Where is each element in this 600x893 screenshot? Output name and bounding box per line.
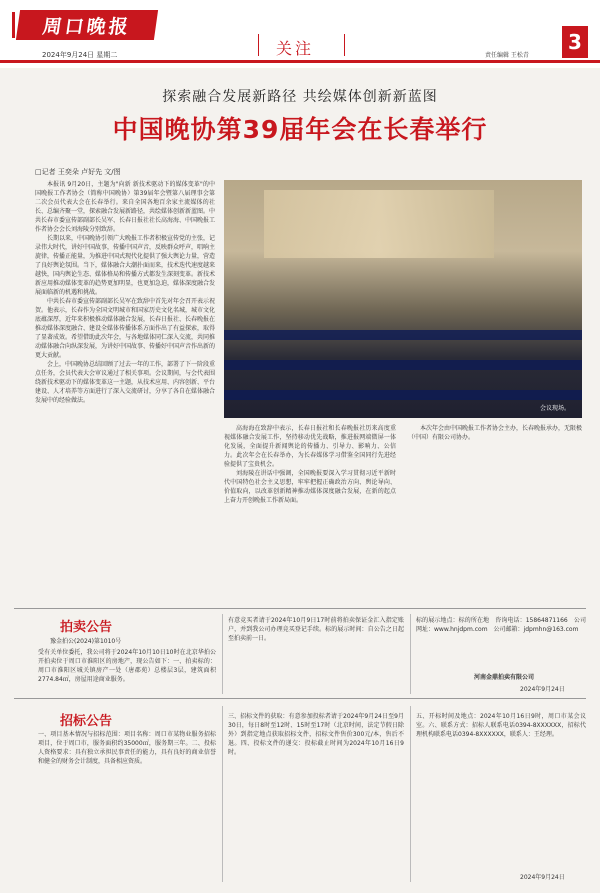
tender-text: 五、开标时间及地点：2024年10月16日9时，周口市某会议室。六、联系方式：招标人联系电话0394-8XXXXXX，招标代理机构联系电话0394-8XXXXXX，联系人：王经理。 — [416, 713, 586, 738]
auction-date: 2024年9月24日 — [520, 686, 565, 693]
masthead-rule — [0, 60, 600, 63]
stage-banner — [264, 190, 494, 258]
divider — [222, 706, 223, 882]
page-number: 3 — [562, 26, 588, 58]
tender-heading: 招标公告 — [60, 714, 113, 729]
divider — [410, 614, 411, 694]
paragraph: 中共长春市委宣传部副部长吴军在致辞中首先对年会召开表示祝贺。他表示，长春作为全国文明城市和国家历史文化名城，城市文化底蕴深厚，近年来积极推动媒体融合发展，长春日报社、长春晚报在推动媒体深度融合、建设全媒体传播体系方面作出了有益探索，取得了显著成效。希望借助此次年会，与各地媒体同仁深入交流，共同推动媒体融合向纵深发展，为讲好中国故事、传播好中国声音作出新的更大贡献。 — [35, 298, 215, 359]
divider — [258, 34, 259, 56]
auction-contact: 标的展示地点：标的所在地 咨询电话：15864871166 公司网址：www.hnjdpm.com 公司邮箱：jdpmhn@163.com — [416, 617, 586, 633]
photo-caption: 会议现场。 — [539, 405, 570, 412]
paragraph: 长期以来，中国晚协引领广大晚报工作者积极宣传党的主张，记录伟大时代，讲好中国故事，传播中国声音，反映群众呼声，唱响主旋律，传播正能量，为推进中国式现代化提供了强大舆论力量，营造了良好舆论氛围。当下，媒体融合大潮扑面而来，技术迭代速度越来越快，国内舆论生态、媒体格局和传播方式都发生深刻变革。新技术新应用推动媒体变革的趋势更加明显，也更加急迫，媒体深度融合发展面临新的机遇和挑战。 — [35, 235, 215, 296]
paragraph: 高海海在致辞中表示，长春日报社和长春晚报社历来高度重视媒体融合发展工作，坚持移动优先战略，推进报网端微屏一体化发展，全面提升新闻舆论的传播力、引导力、影响力、公信力。此次年会在长春举办，为长春媒体学习借鉴全国同行先进经验提供了宝贵机会。 — [224, 425, 396, 468]
divider — [344, 34, 345, 56]
section-name: 关注 — [276, 39, 315, 58]
auction-text: 有意竞买者请于2024年10月9日17时前将拍卖保证金汇入指定账户，并到我公司办理竞买登记手续。标的展示时间：自公告之日起至拍卖前一日。 — [228, 617, 404, 642]
paragraph: 本次年会由中国晚报工作者协会主办，长春晚报承办，无限极（中国）有限公司协办。 — [408, 425, 582, 441]
tender-date: 2024年9月24日 — [520, 874, 565, 881]
editor-credit: 责任编辑 王松青 — [485, 52, 529, 59]
tender-text: 一、项目基本情况与招标范围：项目名称：周口市某物业服务招标项目，位于周口市，服务面积约35000㎡，服务期三年。二、投标人资格要求：具有独立承担民事责任的能力，具有良好的商业信誉和健全的财务会计制度，具备相应资质。 — [38, 731, 216, 765]
article-subtitle: 探索融合发展新路径 共绘媒体创新新蓝图 — [162, 89, 438, 105]
article-title: 中国晚协第39届年会在长春举行 — [112, 115, 488, 144]
audience-row — [224, 360, 582, 370]
auction-heading: 拍卖公告 — [60, 620, 113, 635]
conference-photo — [224, 180, 582, 418]
tender-text: 三、招标文件的获取：有意参加投标者请于2024年9月24日至9月30日，每日8时至12时、15时至17时（北京时间，法定节假日除外）到指定地点获取招标文件，招标文件售价300元/本，售后不退。四、投标文件的递交：投标截止时间为2024年10月16日9时。 — [228, 713, 404, 756]
divider — [222, 614, 223, 694]
paragraph: 本报讯 9月20日，主题为"向新 新技术驱动下的媒体变革"的中国晚报工作者协会（简称中国晚协）第39届年会暨第八届理事会第二次会员代表大会在长春举行。来自全国各地百余家主流媒体的社长、总编齐聚一堂，探索融合发展新路径，共绘媒体创新新蓝图。中共长春市委宣传部副部长吴军、长春日报社社长高海海、中国晚报工作者协会会长刘海陵分别致辞。 — [35, 181, 215, 233]
auction-text: 受有关单位委托，我公司将于2024年10月10日10时在北京华拍公开拍卖位于周口市淮阳区的房地产，现公告如下：一、拍卖标的：周口市淮阳区城关镇房产一处（唐郡苑）总楼层3层，建筑面积2774.84㎡，房屋用途商业服务。 — [38, 649, 216, 683]
auction-company: 河南金鼎拍卖有限公司 — [474, 674, 535, 681]
article-column-left — [35, 180, 215, 598]
paragraph: 会上，中国晚协总结回顾了过去一年的工作，部署了下一阶段重点任务，会员代表大会审议通过了相关事项。会议期间，与会代表围绕新技术驱动下的媒体变革这一主题，从技术应用、内容创新、平台建设、人才培养等方面进行了深入交流研讨，分享了各自在媒体融合发展中的经验做法。 — [35, 361, 215, 404]
issue-date: 2024年9月24日 星期二 — [42, 51, 118, 59]
divider — [410, 706, 411, 882]
article-column-mid — [224, 424, 396, 598]
audience-row — [224, 390, 582, 400]
article-column-right — [408, 424, 582, 598]
section-rule — [14, 608, 586, 609]
masthead — [0, 0, 600, 68]
byline: □记者 王奕朵 卢好先 文/图 — [35, 168, 121, 176]
section-rule — [14, 698, 586, 699]
auction-number: 豫金拍公(2024)第1010号 — [50, 638, 122, 645]
audience-row — [224, 330, 582, 340]
paragraph: 刘海陵在讲话中强调，全国晚报要深入学习贯彻习近平新时代中国特色社会主义思想，牢牢把握正确政治方向、舆论导向、价值取向，以改革创新精神推动媒体深度融合发展，在新的起点上奋力开创晚报工作新局面。 — [224, 470, 396, 504]
newspaper-logo: 周口晚报 — [16, 10, 158, 40]
